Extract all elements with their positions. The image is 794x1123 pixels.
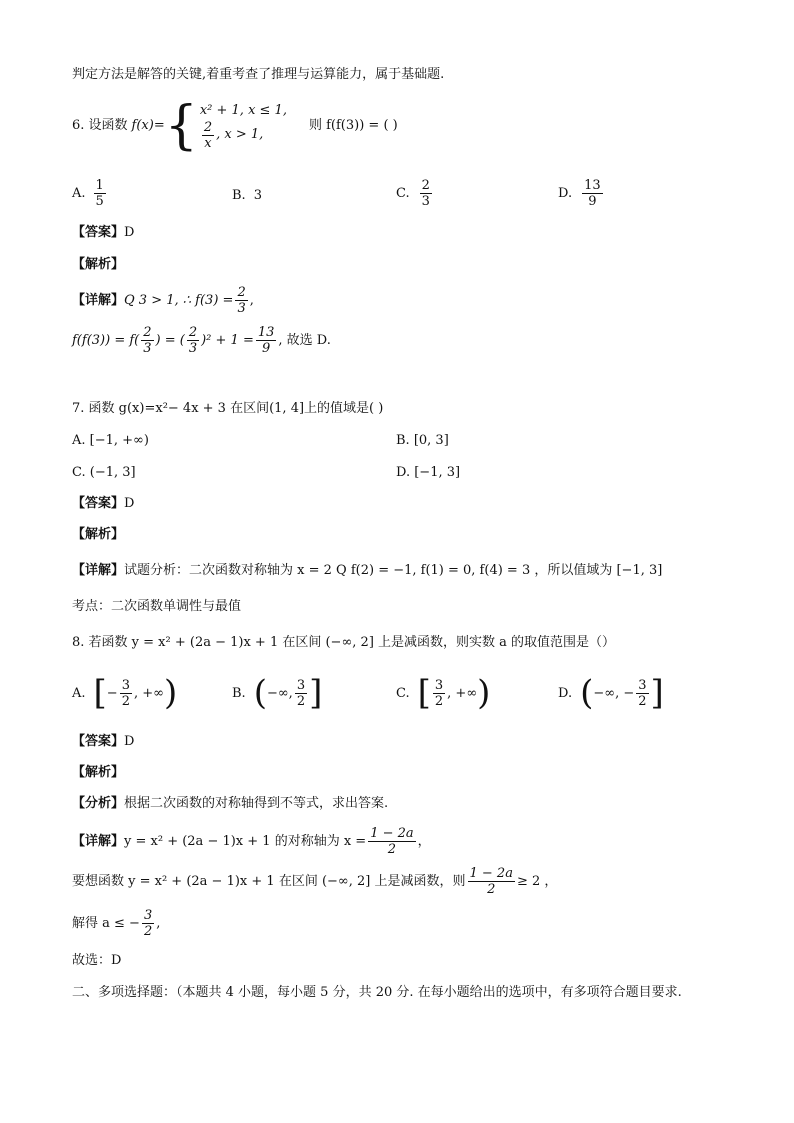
q8-option-b-frac (295, 678, 307, 709)
frac-den: 5 (95, 194, 104, 209)
option-label: A. (72, 186, 86, 201)
q6-fx: f(x)= (131, 118, 165, 133)
frac-num: 1 − 2a (469, 866, 513, 881)
q8-option-b (232, 673, 323, 713)
frac-den: 3 (421, 194, 430, 209)
q8-option-d-frac (636, 678, 648, 709)
answer-value: D (124, 225, 135, 240)
frac-den: 2 (143, 924, 153, 939)
q6-case2-den: x (204, 135, 212, 151)
bracket-right: ) (477, 673, 491, 713)
fenxi-tag: 【分析】 (72, 796, 125, 811)
option-label: D. (558, 685, 573, 701)
q6-detail-2 (72, 325, 331, 356)
q8-detail3-pre: 解得 a ≤ − (72, 915, 140, 931)
analysis-tag: 【解析】 (72, 765, 125, 780)
option-label: A. (72, 685, 86, 701)
q8-option-d (558, 673, 664, 713)
q7-detail-text: 试题分析：二次函数对称轴为 x = 2 Q f(2) = −1, f(1) = 0, f(4) = 3 ，所以值域为 [−1, 3] (124, 563, 663, 578)
frac-num: 3 (638, 677, 647, 693)
frac-den: 9 (261, 341, 271, 356)
bracket-right: ] (309, 673, 323, 713)
frac-num: 13 (584, 178, 601, 193)
bracket-left: [ (93, 673, 107, 713)
option-label: C. (396, 186, 410, 201)
q6-option-c-frac (420, 178, 432, 209)
q6-detail2-frac2 (187, 325, 199, 356)
q8-detail3-post: , (156, 915, 161, 931)
q6-option-d-frac (582, 178, 603, 209)
q7-option-b: B. [0, 3] (396, 433, 449, 448)
detail-tag: 【详解】 (72, 563, 125, 578)
option-pre: −∞, (266, 685, 293, 701)
option-label: D. (558, 186, 573, 201)
frac-den: 3 (237, 301, 246, 316)
q8-detail-2 (72, 866, 557, 897)
q6-detail2-a: f(f(3)) = f( (72, 332, 140, 348)
option-post: , +∞ (133, 685, 164, 701)
frac-num: 3 (121, 677, 130, 693)
frac-num: 13 (257, 325, 275, 340)
q6-case2-num: 2 (203, 119, 213, 135)
frac-den: 2 (434, 693, 444, 709)
q8-detail2-frac (468, 866, 515, 897)
option-label: B. (232, 188, 246, 203)
answer-tag: 【答案】 (72, 225, 125, 240)
answer-value: D (124, 496, 135, 511)
q6-prefix: 6. 设函数 (72, 118, 128, 133)
q6-cases (200, 102, 287, 151)
q7-stem: 7. 函数 g(x)=x²− 4x + 3 在区间(1, 4]上的值域是( ) (72, 401, 384, 416)
q6-option-d (558, 178, 605, 209)
q8-option-a (72, 673, 178, 713)
q6-answer (72, 224, 134, 242)
q8-detail2-post: ≥ 2 ， (516, 873, 558, 889)
option-label: B. (232, 685, 246, 701)
q6-option-a-frac (94, 178, 106, 209)
option-post: , +∞ (447, 685, 478, 701)
q6-option-c (396, 178, 434, 209)
q8-analysis (72, 764, 124, 782)
q8-stem: 8. 若函数 y = x² + (2a − 1)x + 1 在区间 (−∞, 2] 上是减函数，则实数 a 的取值范围是（） (72, 635, 616, 650)
q6-detail-1 (72, 285, 254, 316)
q6-brace: { (164, 96, 198, 156)
q8-detail-3 (72, 908, 160, 939)
q7-analysis (72, 526, 124, 544)
q6-detail2-c: )² + 1 = (201, 332, 254, 348)
frac-num: 3 (143, 908, 153, 923)
frac-num: 2 (421, 178, 430, 193)
detail-tag: 【详解】 (72, 292, 125, 308)
q8-answer (72, 733, 134, 751)
q6-ask: 则 f(f(3)) = ( ) (308, 118, 398, 133)
q7-option-d: D. [−1, 3] (396, 465, 461, 480)
q8-option-a-frac (120, 678, 132, 709)
q8-detail3-frac (142, 908, 154, 939)
frac-den: 2 (487, 882, 496, 897)
frac-den: 2 (638, 693, 647, 709)
q6-case2-cond: , x > 1, (216, 127, 264, 142)
bracket-right: ) (163, 673, 178, 713)
frac-den: 2 (121, 693, 130, 709)
bracket-right: ] (650, 673, 664, 713)
q8-detail1-post: ， (417, 833, 431, 849)
q7-kaodian: 考点：二次函数单调性与最值 (72, 599, 242, 614)
frac-num: 2 (237, 285, 246, 300)
q8-conclusion: 故选：D (72, 953, 122, 968)
answer-value: D (124, 734, 135, 749)
option-text: 3 (253, 188, 262, 203)
option-pre: − (106, 685, 118, 701)
bracket-left: ( (580, 673, 594, 713)
q6-detail2-frac1 (141, 325, 153, 356)
bracket-left: ( (253, 673, 267, 713)
q7-option-c: C. (−1, 3] (72, 465, 136, 480)
q8-fenxi-text: 根据二次函数的对称轴得到不等式，求出答案. (124, 796, 389, 811)
q8-detail2-pre: 要想函数 y = x² + (2a − 1)x + 1 在区间 (−∞, 2] 上是减函数，则 (72, 873, 466, 889)
section-2-heading: 二、多项选择题：（本题共 4 小题，每小题 5 分，共 20 分. 在每小题给出的选项中，有多项符合题目要求. (72, 985, 682, 1000)
frac-den: 9 (588, 194, 597, 209)
q6-detail1-frac (235, 285, 247, 316)
analysis-tag: 【解析】 (72, 257, 125, 272)
option-label: C. (396, 685, 410, 701)
frac-den: 2 (387, 842, 397, 857)
frac-num: 3 (296, 677, 306, 693)
q6-case2-frac (202, 120, 214, 151)
q6-option-a (72, 178, 108, 209)
frac-num: 2 (188, 325, 198, 340)
q6-detail2-d: , 故选 D. (278, 332, 331, 348)
q7-option-a: A. [−1, +∞) (72, 433, 149, 448)
q6-case2 (200, 120, 287, 151)
q6-analysis (72, 256, 124, 274)
frac-den: 2 (296, 693, 306, 709)
q6-detail2-b: ) = ( (155, 332, 185, 348)
q6-detail1-post: , (249, 292, 254, 308)
q8-option-c-frac (433, 678, 445, 709)
q8-fenxi (72, 795, 388, 813)
q6-detail1-pre: Q 3 > 1, ∴ f(3) = (124, 292, 234, 308)
q8-detail1-pre: y = x² + (2a − 1)x + 1 的对称轴为 x = (124, 833, 367, 849)
frac-den: 3 (143, 341, 152, 356)
option-pre: −∞, − (593, 685, 635, 701)
q7-detail (72, 562, 662, 580)
frac-num: 1 (95, 178, 104, 193)
frac-den: 3 (188, 341, 198, 356)
q8-detail1-frac (368, 826, 415, 857)
frac-num: 1 − 2a (370, 826, 414, 841)
intro-line: 判定方法是解答的关键,着重考查了推理与运算能力，属于基础题. (72, 67, 445, 82)
q6-option-b (232, 188, 262, 203)
answer-tag: 【答案】 (72, 496, 125, 511)
answer-tag: 【答案】 (72, 734, 125, 749)
frac-num: 3 (434, 677, 444, 693)
q6-case1: x² + 1, x ≤ 1, (199, 102, 287, 118)
q7-answer (72, 495, 134, 513)
q6-detail2-frac3 (256, 325, 277, 356)
frac-num: 2 (143, 325, 152, 340)
q8-detail-1 (72, 826, 431, 857)
q6-stem (72, 96, 398, 156)
q8-option-c (396, 673, 491, 713)
analysis-tag: 【解析】 (72, 527, 125, 542)
detail-tag: 【详解】 (72, 833, 125, 849)
bracket-left: [ (417, 673, 431, 713)
